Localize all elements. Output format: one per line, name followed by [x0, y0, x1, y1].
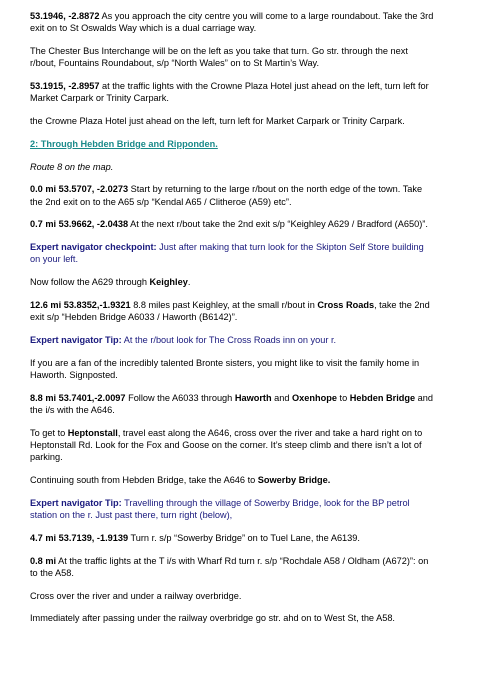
paragraph-wharf-rd: 0.8 mi At the traffic lights at the T i/s with Wharf Rd turn r. s/p “Rochdale A58 / Oldham (A672)”: on to the A58. [30, 555, 429, 578]
navigator-tip: Expert navigator Tip: At the r/bout look for The Cross Roads inn on your r. [30, 334, 337, 345]
paragraph-cross-roads: 12.6 mi 53.8352,-1.9321 8.8 miles past Keighley, at the small r/bout in Cross Roads, take the 2nd exit s/p “Hebden Bridge A6033 / Haworth (B6142)”. [30, 299, 430, 323]
coordinates: 0.0 mi 53.5707, -2.0273 [30, 184, 129, 195]
paragraph-bus-interchange: The Chester Bus Interchange will be on the left as you take that turn. Go str. through the next r/bout, Fountains Roundabout, s/p “North Wales” on to St Martin’s Way. [30, 46, 408, 69]
coordinates: 0.8 mi [30, 555, 57, 566]
paragraph-carpark: the Crowne Plaza Hotel just ahead on the left, turn left for Market Carpark or Trinity Carpark. [30, 116, 405, 126]
navigator-tip: Expert navigator Tip: Travelling through the village of Sowerby Bridge, look for the BP petrol station on the r. Just past there, turn right (below), [30, 497, 410, 520]
navigator-checkpoint: Expert navigator checkpoint: Just after making that turn look for the Skipton Self Store building on your left. [30, 242, 424, 265]
coordinates: 8.8 mi 53.7401,-2.0097 [30, 392, 126, 403]
paragraph-bronte: If you are a fan of the incredibly talented Bronte sisters, you might like to visit the family home in Haworth. Signposted. [30, 357, 420, 380]
paragraph-heptonstall: To get to Heptonstall, travel east along the A646, cross over the river and take a hard right on to Heptonstall Rd. Look for the Fox and Goose on the corner. It’s steep climb and there isn’t a lot of parking. [30, 427, 423, 463]
section-heading: 2: Through Hebden Bridge and Ripponden. [30, 138, 218, 149]
paragraph-roundabout: 53.1946, -2.8872 As you approach the city centre you will come to a large roundabout. Take the 3rd exit on to St Oswalds Way which is a dual carriage way. [30, 11, 434, 34]
coordinates: 12.6 mi 53.8352,-1.9321 [30, 299, 131, 310]
paragraph-traffic-lights: 53.1915, -2.8957 at the traffic lights with the Crowne Plaza Hotel just ahead on the left, turn left for Market Carpark or Trinity Carpark. [30, 81, 429, 104]
paragraph-start: 0.0 mi 53.5707, -2.0273 Start by returning to the large r/bout on the north edge of the town. Take the 2nd exit on to the A65 s/p “Kendal A65 / Clitheroe (A59) etc”. [30, 184, 423, 207]
paragraph-tuel-lane: 4.7 mi 53.7139, -1.9139 Turn r. s/p “Sowerby Bridge” on to Tuel Lane, the A6139. [30, 532, 360, 543]
coordinates: 53.1915, -2.8957 [30, 81, 100, 91]
coordinates: 4.7 mi 53.7139, -1.9139 [30, 532, 129, 543]
paragraph-west-st: Immediately after passing under the railway overbridge go str. ahd on to West St, the A58. [30, 613, 395, 624]
paragraph-river: Cross over the river and under a railway overbridge. [30, 590, 242, 601]
paragraph-keighley: Now follow the A629 through Keighley. [30, 277, 191, 288]
coordinates: 0.7 mi 53.9662, -2.0438 [30, 219, 129, 230]
route-note: Route 8 on the map. [30, 161, 114, 172]
coordinates: 53.1946, -2.8872 [30, 11, 100, 21]
paragraph-sowerby: Continuing south from Hebden Bridge, take the A646 to Sowerby Bridge. [30, 474, 331, 485]
paragraph-haworth: 8.8 mi 53.7401,-2.0097 Follow the A6033 through Haworth and Oxenhope to Hebden Bridge and the i/s with the A646. [30, 392, 433, 415]
paragraph-next-rbout: 0.7 mi 53.9662, -2.0438 At the next r/bout take the 2nd exit s/p “Keighley A629 / Bradford (A650)”. [30, 219, 428, 230]
